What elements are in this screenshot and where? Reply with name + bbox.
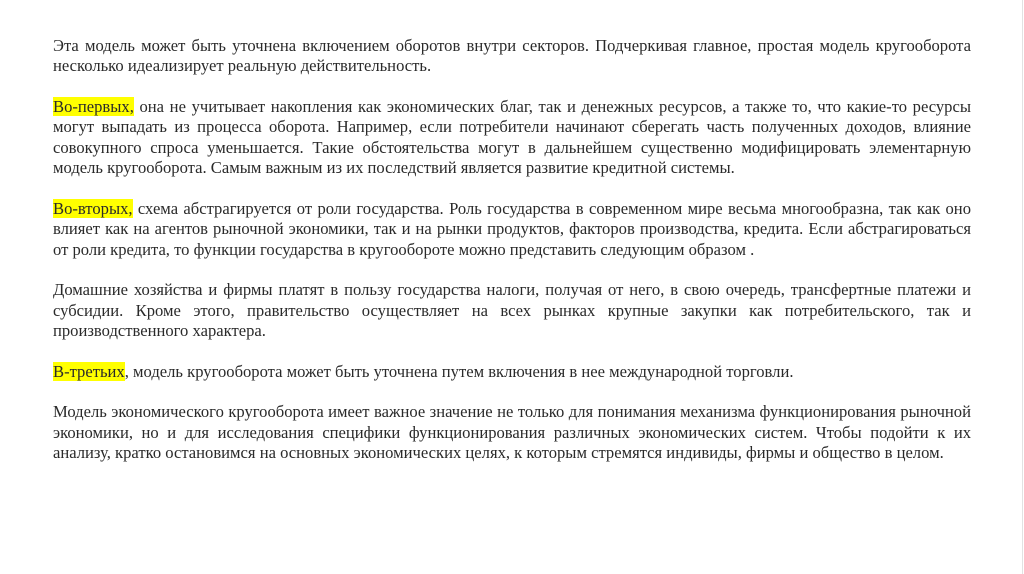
paragraph-government (53, 280, 971, 341)
paragraph-conclusion (53, 402, 971, 463)
paragraph-text: Модель экономического кругооборота имеет важное значение не только для понимания механизма функционирования рыночной экономики, но и для исследования специфики функционирования различных экономических систем. Чтобы подойти к их анализу, кратко остановимся на основных экономических целях, к которым стремятся индивиды, фирмы и общество в целом. (53, 402, 971, 463)
paragraph-intro (53, 36, 971, 77)
paragraph-text: Эта модель может быть уточнена включением оборотов внутри секторов. Подчеркивая главное, простая модель кругооборота несколько идеализирует реальную действительность. (53, 36, 971, 76)
slide-text-body (53, 36, 971, 484)
slide-edge-divider (1022, 0, 1023, 574)
paragraph-text: Домашние хозяйства и фирмы платят в пользу государства налоги, получая от него, в свою очередь, трансфертные платежи и субсидии. Кроме этого, правительство осуществляет на всех рынках крупные закупки как потребительского, так и производственного характера. (53, 280, 971, 341)
paragraph-second-point (53, 199, 971, 260)
paragraph-third-point (53, 362, 971, 382)
highlight-first: Во-первых, (53, 97, 134, 116)
paragraph-text: , модель кругооборота может быть уточнена путем включения в нее международной торговли. (124, 361, 794, 381)
paragraph-text: схема абстрагируется от роли государства. Роль государства в современном мире весьма многообразна, так как оно влияет как на агентов рыночной экономики, так и на рынки продуктов, факторов производства, кредита. Если абстрагироваться от роли кредита, то функции государства в кругообороте можно представить следующим образом . (53, 198, 971, 259)
paragraph-first-point (53, 97, 971, 179)
highlight-third: В-третьих (53, 361, 125, 381)
paragraph-text: она не учитывает накопления как экономических благ, так и денежных ресурсов, а также то, что какие-то ресурсы могут выпадать из процесса оборота. Например, если потребители начинают сберегать часть полученных доходов, влияние совокупного спроса уменьшается. Такие обстоятельства могут в дальнейшем существенно модифицировать элементарную модель кругооборота. Самым важным из их последствий является развитие кредитной системы. (53, 97, 971, 178)
highlight-second: Во-вторых, (53, 198, 133, 218)
